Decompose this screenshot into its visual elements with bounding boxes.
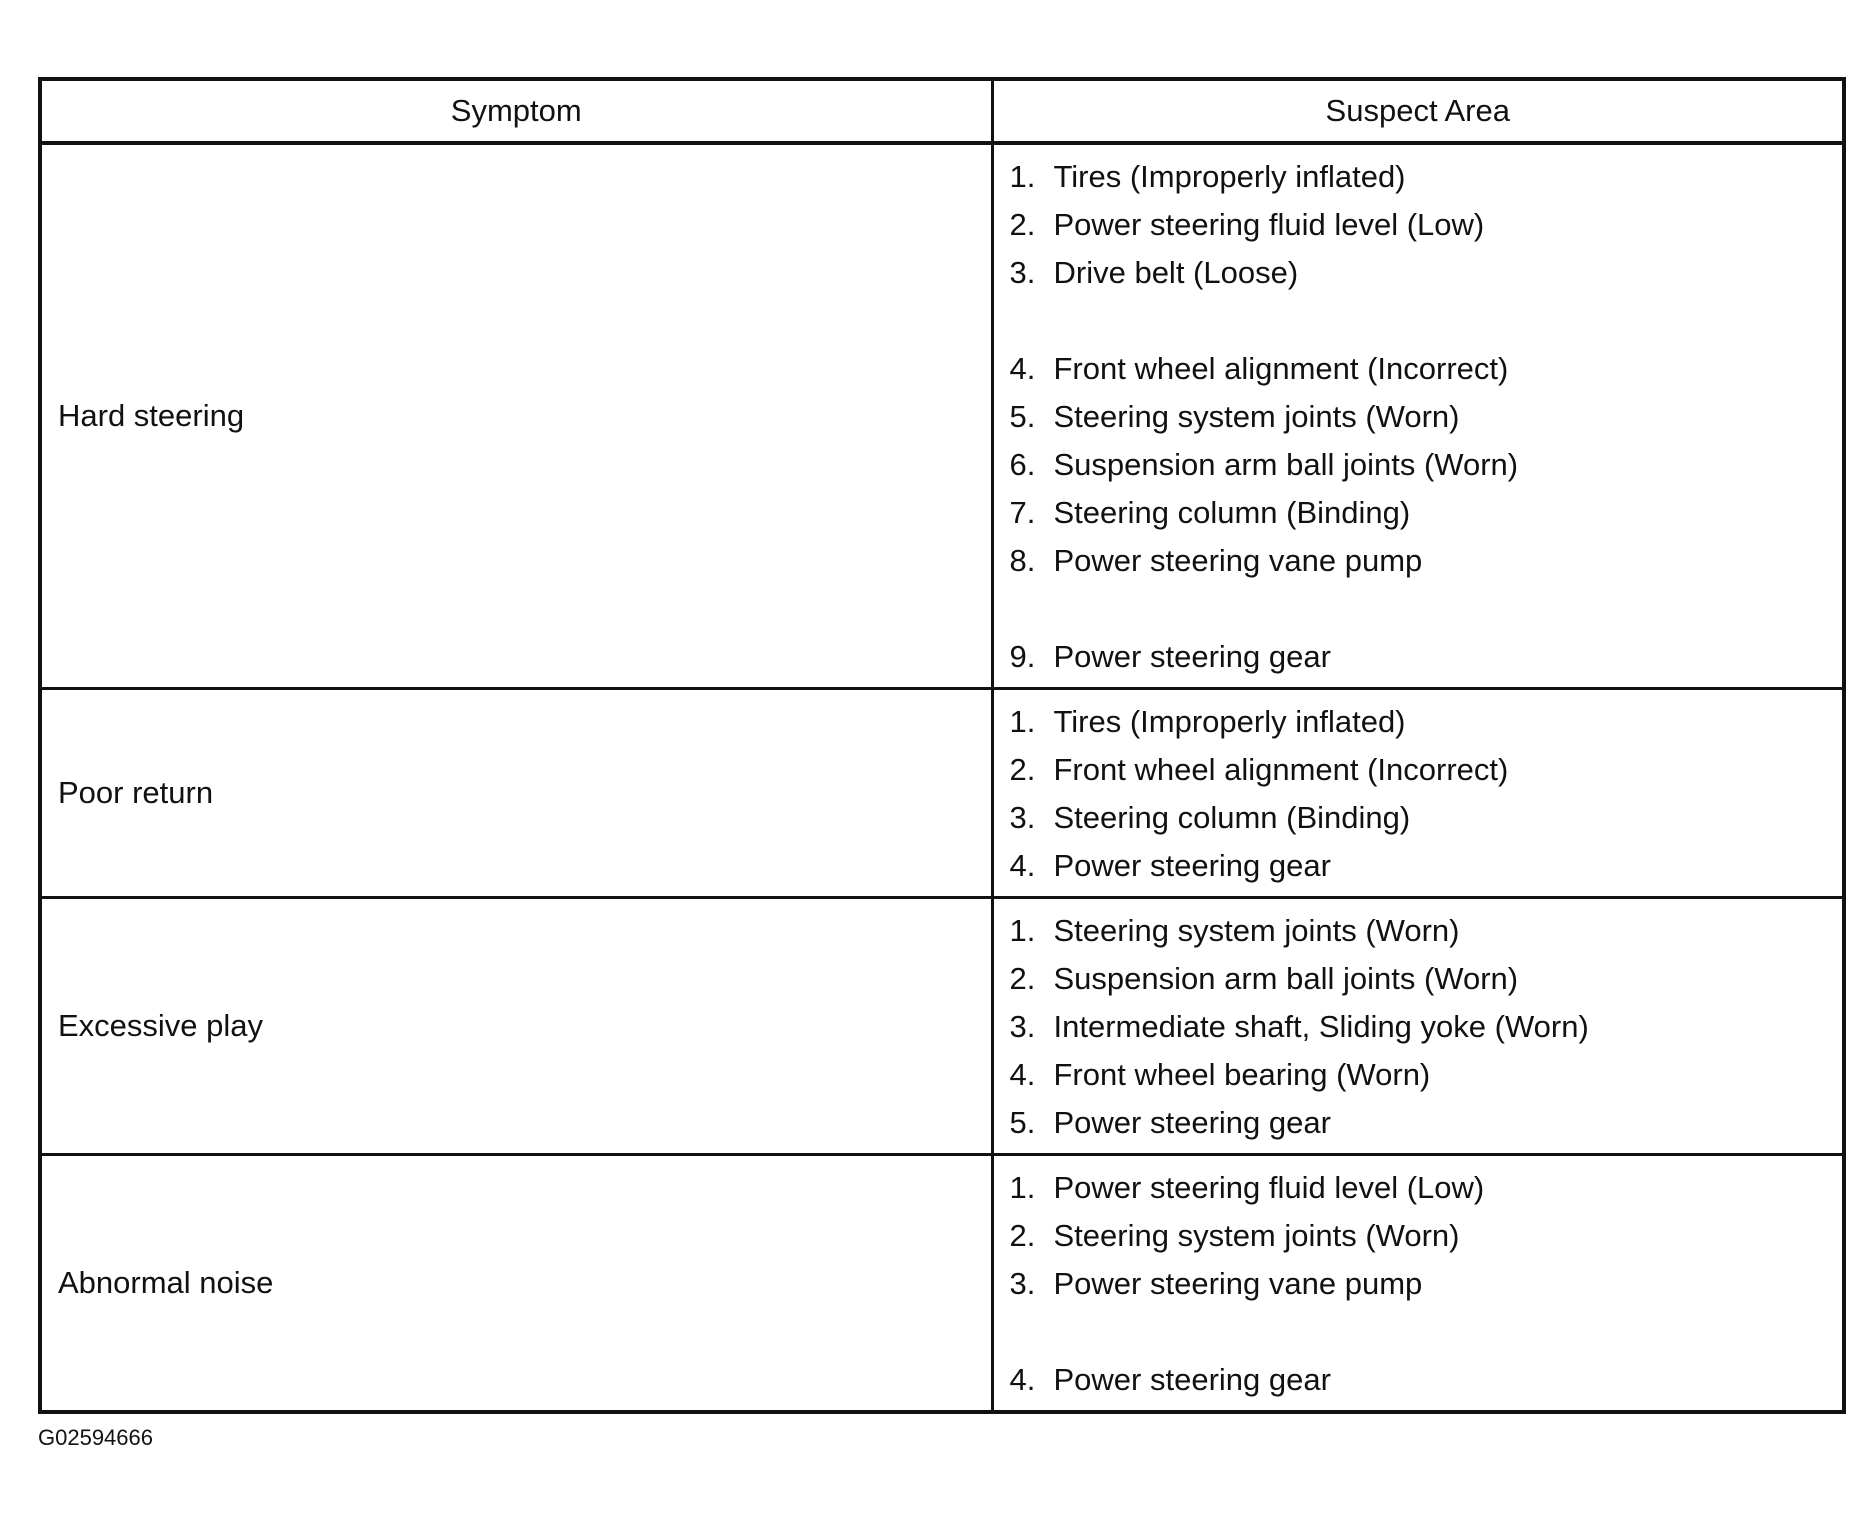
item-text: Drive belt (Loose) [1053,255,1299,290]
item-number: 4. [1009,1057,1036,1092]
item-number: 2. [1009,1218,1036,1253]
list-item [1010,1356,1843,1404]
item-number: 9. [1009,639,1036,674]
item-text: Suspension arm ball joints (Worn) [1053,447,1519,482]
list-item [1010,633,1843,681]
item-text: Power steering vane pump [1053,543,1423,578]
item-number: 8. [1009,543,1036,578]
list-item [1010,1212,1843,1260]
list-item [1010,441,1843,489]
table-row [40,689,1844,898]
table-row [40,1155,1844,1413]
item-text: Steering system joints (Worn) [1053,399,1460,434]
list-item [1010,393,1843,441]
item-number: 4. [1009,848,1036,883]
list-item [1010,153,1843,201]
item-text: Power steering gear [1053,1105,1331,1140]
list-item [1010,746,1843,794]
list-item [1010,1164,1843,1212]
item-number: 5. [1009,399,1036,434]
item-number: 2. [1009,752,1036,787]
item-number: 1. [1009,1170,1036,1205]
item-text: Intermediate shaft, Sliding yoke (Worn) [1053,1009,1589,1044]
item-text: Tires (Improperly inflated) [1053,159,1406,194]
item-number: 3. [1009,800,1036,835]
item-text: Steering column (Binding) [1053,800,1411,835]
symptom-cell: Abnormal noise [40,1155,992,1413]
list-item [1010,955,1843,1003]
symptom-cell: Hard steering [40,143,992,689]
suspect-area-header: Suspect Area [992,79,1844,143]
header-row [40,79,1844,143]
item-text: Power steering gear [1053,639,1331,674]
list-item [1010,907,1843,955]
item-number: 2. [1009,961,1036,996]
suspect-area-cell [992,1155,1844,1413]
suspect-area-cell [992,143,1844,689]
item-text: Power steering vane pump [1053,1266,1423,1301]
symptom-header: Symptom [40,79,992,143]
item-number: 3. [1009,1266,1036,1301]
list-item [1010,1099,1843,1147]
item-text: Front wheel alignment (Incorrect) [1053,752,1509,787]
item-text: Power steering fluid level (Low) [1053,1170,1485,1205]
item-text: Steering system joints (Worn) [1053,913,1460,948]
item-number: 3. [1009,1009,1036,1044]
item-text: Suspension arm ball joints (Worn) [1053,961,1519,996]
symptom-cell: Excessive play [40,898,992,1155]
suspect-area-cell [992,898,1844,1155]
figure-id: G02594666 [38,1425,153,1450]
list-item [1010,698,1843,746]
list-item [1010,1051,1843,1099]
symptom-cell: Poor return [40,689,992,898]
item-text: Power steering gear [1053,848,1331,883]
item-number: 1. [1009,159,1036,194]
list-item [1010,842,1843,890]
item-text: Steering column (Binding) [1053,495,1411,530]
item-number: 2. [1009,207,1036,242]
item-number: 1. [1009,704,1036,739]
list-item [1010,794,1843,842]
item-text: Tires (Improperly inflated) [1053,704,1406,739]
list-item [1010,201,1843,249]
table-row [40,143,1844,689]
item-text: Front wheel alignment (Incorrect) [1053,351,1509,386]
item-number: 6. [1009,447,1036,482]
item-number: 1. [1009,913,1036,948]
item-number: 3. [1009,255,1036,290]
item-text: Steering system joints (Worn) [1053,1218,1460,1253]
item-number: 7. [1009,495,1036,530]
table-row [40,898,1844,1155]
list-item [1010,537,1843,585]
list-item [1010,1260,1843,1308]
list-item [1010,1003,1843,1051]
item-text: Power steering gear [1053,1362,1331,1397]
item-number: 4. [1009,1362,1036,1397]
suspect-area-cell [992,689,1844,898]
diagnosis-table [38,77,1846,1414]
item-text: Power steering fluid level (Low) [1053,207,1485,242]
list-item [1010,489,1843,537]
item-number: 4. [1009,351,1036,386]
item-number: 5. [1009,1105,1036,1140]
list-item [1010,249,1843,297]
item-text: Front wheel bearing (Worn) [1053,1057,1431,1092]
list-item [1010,345,1843,393]
